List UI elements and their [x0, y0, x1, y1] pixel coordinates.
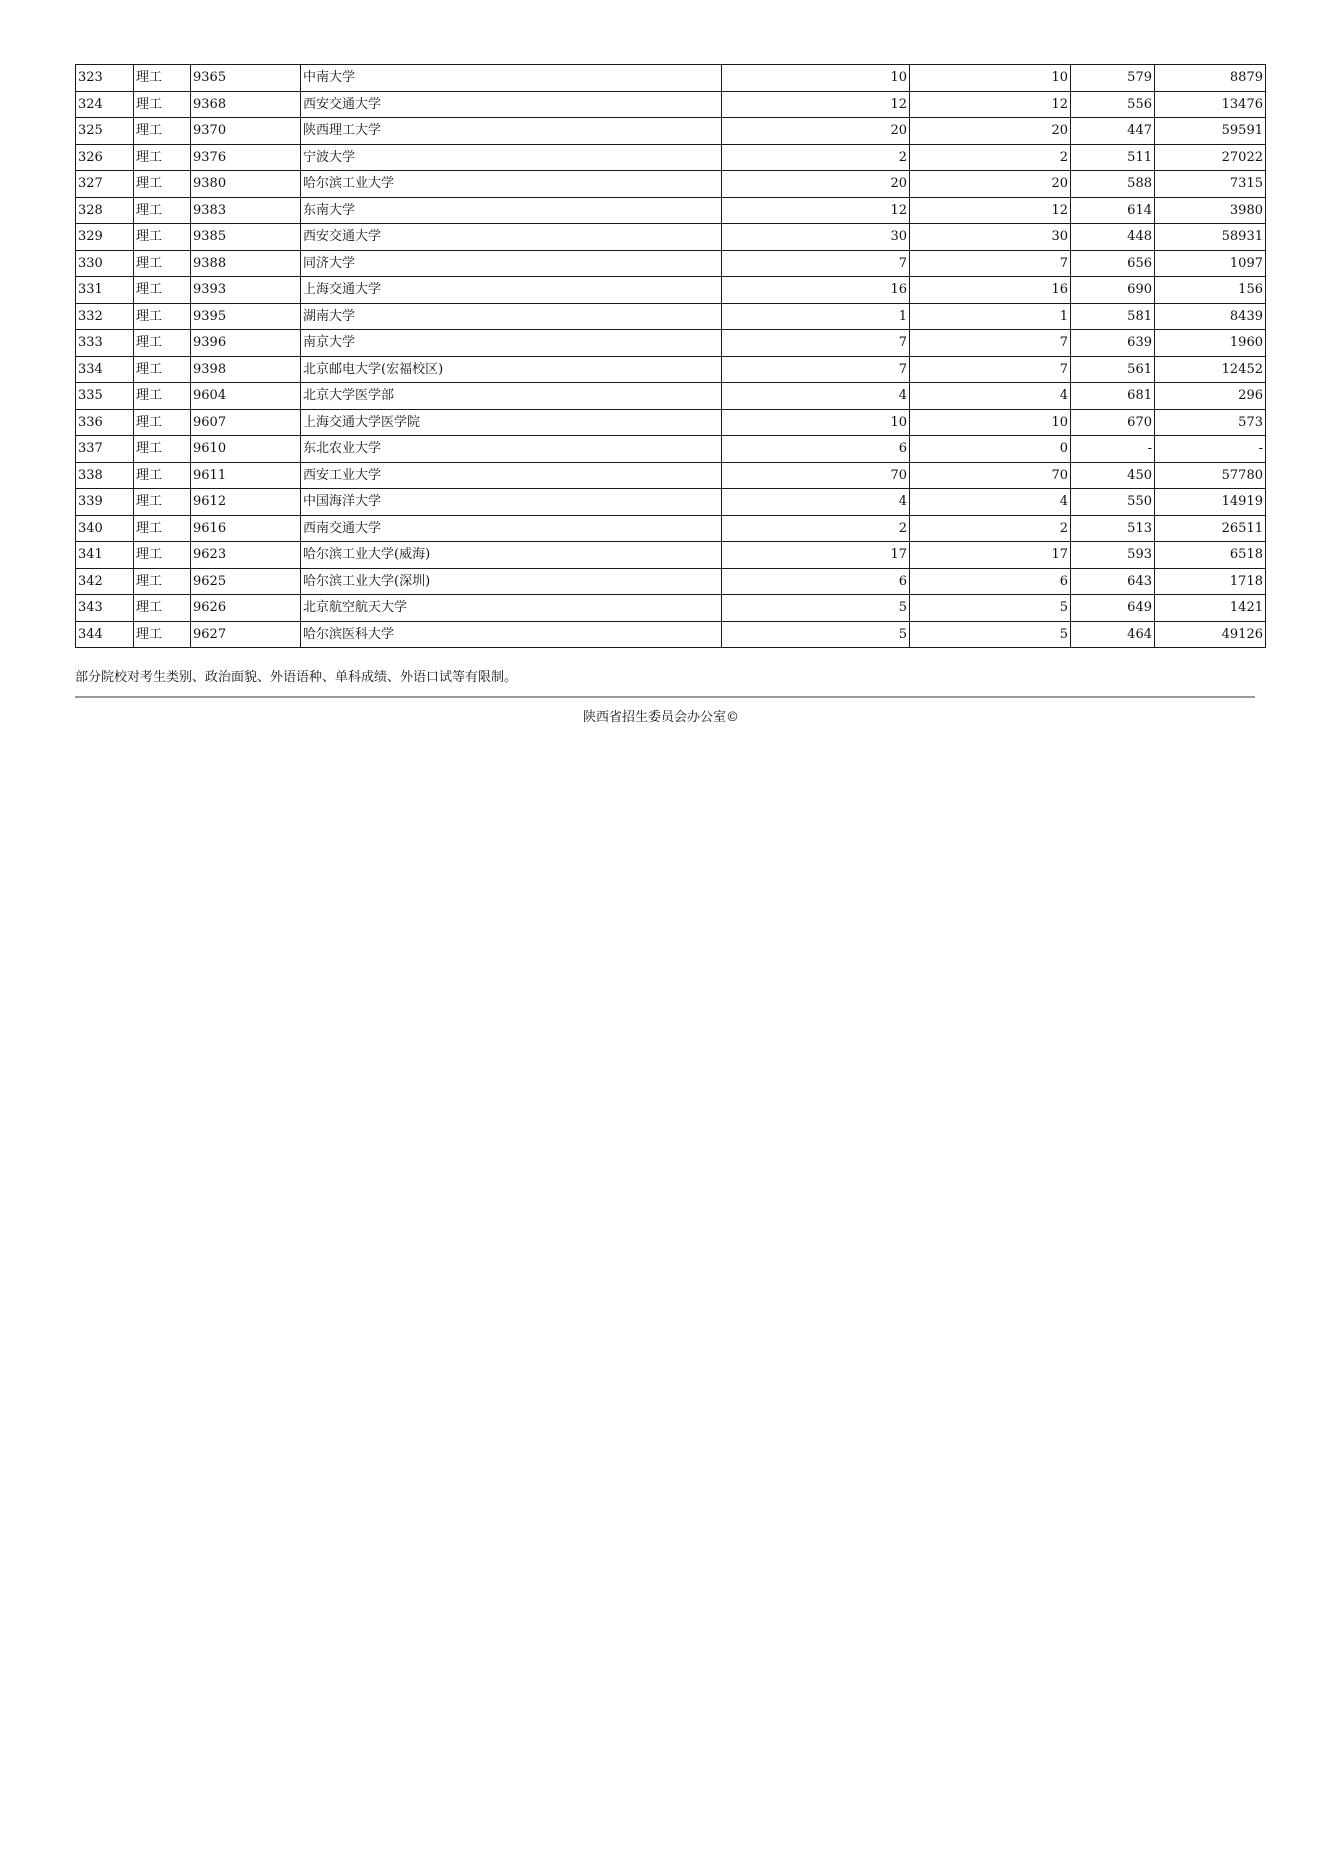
school-code-cell: 9607 — [191, 409, 301, 436]
min-rank-cell: 27022 — [1155, 144, 1266, 171]
min-rank-cell: 14919 — [1155, 489, 1266, 516]
school-code-cell: 9396 — [191, 330, 301, 357]
category-cell: 理工 — [134, 515, 191, 542]
plan-count-cell: 12 — [722, 197, 910, 224]
plan-count-cell: 16 — [722, 277, 910, 304]
min-score-cell: 656 — [1071, 250, 1155, 277]
row-index-cell: 342 — [76, 568, 134, 595]
plan-count-cell: 7 — [722, 356, 910, 383]
plan-count-cell: 4 — [722, 489, 910, 516]
plan-count-cell: 12 — [722, 91, 910, 118]
row-index-cell: 323 — [76, 65, 134, 92]
table-row — [76, 330, 1266, 357]
table-row — [76, 224, 1266, 251]
min-rank-cell: - — [1155, 436, 1266, 463]
category-cell: 理工 — [134, 91, 191, 118]
row-index-cell: 333 — [76, 330, 134, 357]
plan-count-cell: 17 — [722, 542, 910, 569]
table-row — [76, 65, 1266, 92]
category-cell: 理工 — [134, 436, 191, 463]
table-row — [76, 303, 1266, 330]
school-name-cell: 中国海洋大学 — [301, 489, 722, 516]
school-code-cell: 9383 — [191, 197, 301, 224]
min-score-cell: 550 — [1071, 489, 1155, 516]
min-score-cell: 464 — [1071, 621, 1155, 648]
min-score-cell: 639 — [1071, 330, 1155, 357]
row-index-cell: 325 — [76, 118, 134, 145]
category-cell: 理工 — [134, 356, 191, 383]
plan-count-cell: 5 — [722, 595, 910, 622]
plan-count-cell: 4 — [722, 383, 910, 410]
min-rank-cell: 296 — [1155, 383, 1266, 410]
category-cell: 理工 — [134, 383, 191, 410]
table-body — [76, 65, 1266, 648]
table-row — [76, 568, 1266, 595]
table-row — [76, 542, 1266, 569]
category-cell: 理工 — [134, 250, 191, 277]
row-index-cell: 328 — [76, 197, 134, 224]
table-row — [76, 383, 1266, 410]
min-score-cell: 448 — [1071, 224, 1155, 251]
category-cell: 理工 — [134, 621, 191, 648]
plan-count-cell: 20 — [722, 171, 910, 198]
school-code-cell: 9376 — [191, 144, 301, 171]
table-row — [76, 277, 1266, 304]
min-rank-cell: 1097 — [1155, 250, 1266, 277]
category-cell: 理工 — [134, 118, 191, 145]
min-score-cell: 643 — [1071, 568, 1155, 595]
min-score-cell: - — [1071, 436, 1155, 463]
category-cell: 理工 — [134, 330, 191, 357]
admitted-count-cell: 5 — [910, 595, 1071, 622]
table-row — [76, 595, 1266, 622]
min-rank-cell: 57780 — [1155, 462, 1266, 489]
admitted-count-cell: 12 — [910, 91, 1071, 118]
min-rank-cell: 1960 — [1155, 330, 1266, 357]
min-rank-cell: 59591 — [1155, 118, 1266, 145]
school-name-cell: 西安工业大学 — [301, 462, 722, 489]
min-rank-cell: 1421 — [1155, 595, 1266, 622]
admitted-count-cell: 7 — [910, 330, 1071, 357]
restriction-note: 部分院校对考生类别、政治面貌、外语语种、单科成绩、外语口试等有限制。 — [75, 670, 518, 685]
school-code-cell: 9385 — [191, 224, 301, 251]
plan-count-cell: 7 — [722, 330, 910, 357]
min-score-cell: 588 — [1071, 171, 1155, 198]
admitted-count-cell: 4 — [910, 383, 1071, 410]
admitted-count-cell: 2 — [910, 144, 1071, 171]
min-score-cell: 556 — [1071, 91, 1155, 118]
school-code-cell: 9370 — [191, 118, 301, 145]
footer-copyright: 陕西省招生委员会办公室© — [582, 710, 739, 725]
row-index-cell: 326 — [76, 144, 134, 171]
school-code-cell: 9610 — [191, 436, 301, 463]
min-score-cell: 450 — [1071, 462, 1155, 489]
admitted-count-cell: 20 — [910, 118, 1071, 145]
category-cell: 理工 — [134, 542, 191, 569]
category-cell: 理工 — [134, 489, 191, 516]
min-rank-cell: 26511 — [1155, 515, 1266, 542]
row-index-cell: 344 — [76, 621, 134, 648]
category-cell: 理工 — [134, 65, 191, 92]
min-rank-cell: 58931 — [1155, 224, 1266, 251]
row-index-cell: 332 — [76, 303, 134, 330]
table-row — [76, 144, 1266, 171]
admission-results-table — [75, 64, 1266, 648]
row-index-cell: 340 — [76, 515, 134, 542]
school-code-cell: 9616 — [191, 515, 301, 542]
results-table-container — [75, 64, 1265, 648]
school-code-cell: 9395 — [191, 303, 301, 330]
category-cell: 理工 — [134, 224, 191, 251]
table-row — [76, 250, 1266, 277]
row-index-cell: 337 — [76, 436, 134, 463]
school-name-cell: 北京航空航天大学 — [301, 595, 722, 622]
school-code-cell: 9393 — [191, 277, 301, 304]
category-cell: 理工 — [134, 462, 191, 489]
table-row — [76, 436, 1266, 463]
school-name-cell: 西安交通大学 — [301, 91, 722, 118]
row-index-cell: 327 — [76, 171, 134, 198]
admitted-count-cell: 6 — [910, 568, 1071, 595]
school-code-cell: 9611 — [191, 462, 301, 489]
school-name-cell: 东北农业大学 — [301, 436, 722, 463]
min-rank-cell: 6518 — [1155, 542, 1266, 569]
table-row — [76, 356, 1266, 383]
plan-count-cell: 70 — [722, 462, 910, 489]
table-row — [76, 197, 1266, 224]
admitted-count-cell: 5 — [910, 621, 1071, 648]
admitted-count-cell: 1 — [910, 303, 1071, 330]
school-name-cell: 北京大学医学部 — [301, 383, 722, 410]
admitted-count-cell: 70 — [910, 462, 1071, 489]
row-index-cell: 338 — [76, 462, 134, 489]
row-index-cell: 324 — [76, 91, 134, 118]
row-index-cell: 329 — [76, 224, 134, 251]
school-code-cell: 9612 — [191, 489, 301, 516]
table-row — [76, 91, 1266, 118]
plan-count-cell: 20 — [722, 118, 910, 145]
admitted-count-cell: 2 — [910, 515, 1071, 542]
admitted-count-cell: 4 — [910, 489, 1071, 516]
school-name-cell: 湖南大学 — [301, 303, 722, 330]
table-row — [76, 462, 1266, 489]
school-code-cell: 9623 — [191, 542, 301, 569]
table-row — [76, 515, 1266, 542]
school-name-cell: 南京大学 — [301, 330, 722, 357]
min-rank-cell: 573 — [1155, 409, 1266, 436]
min-score-cell: 511 — [1071, 144, 1155, 171]
plan-count-cell: 1 — [722, 303, 910, 330]
min-score-cell: 593 — [1071, 542, 1155, 569]
min-score-cell: 649 — [1071, 595, 1155, 622]
min-score-cell: 581 — [1071, 303, 1155, 330]
school-code-cell: 9398 — [191, 356, 301, 383]
plan-count-cell: 10 — [722, 65, 910, 92]
admitted-count-cell: 10 — [910, 65, 1071, 92]
school-name-cell: 哈尔滨工业大学 — [301, 171, 722, 198]
school-name-cell: 上海交通大学医学院 — [301, 409, 722, 436]
school-code-cell: 9626 — [191, 595, 301, 622]
plan-count-cell: 30 — [722, 224, 910, 251]
admitted-count-cell: 16 — [910, 277, 1071, 304]
admitted-count-cell: 0 — [910, 436, 1071, 463]
footer-divider — [75, 696, 1255, 698]
school-name-cell: 西安交通大学 — [301, 224, 722, 251]
category-cell: 理工 — [134, 144, 191, 171]
school-code-cell: 9365 — [191, 65, 301, 92]
min-score-cell: 681 — [1071, 383, 1155, 410]
school-name-cell: 上海交通大学 — [301, 277, 722, 304]
school-name-cell: 哈尔滨工业大学(深圳) — [301, 568, 722, 595]
category-cell: 理工 — [134, 568, 191, 595]
category-cell: 理工 — [134, 277, 191, 304]
row-index-cell: 341 — [76, 542, 134, 569]
min-rank-cell: 3980 — [1155, 197, 1266, 224]
school-name-cell: 中南大学 — [301, 65, 722, 92]
school-code-cell: 9604 — [191, 383, 301, 410]
row-index-cell: 334 — [76, 356, 134, 383]
table-row — [76, 621, 1266, 648]
min-score-cell: 614 — [1071, 197, 1155, 224]
min-score-cell: 447 — [1071, 118, 1155, 145]
table-row — [76, 489, 1266, 516]
school-code-cell: 9625 — [191, 568, 301, 595]
admitted-count-cell: 12 — [910, 197, 1071, 224]
plan-count-cell: 2 — [722, 144, 910, 171]
category-cell: 理工 — [134, 595, 191, 622]
min-score-cell: 513 — [1071, 515, 1155, 542]
category-cell: 理工 — [134, 171, 191, 198]
school-name-cell: 北京邮电大学(宏福校区) — [301, 356, 722, 383]
school-code-cell: 9627 — [191, 621, 301, 648]
school-code-cell: 9388 — [191, 250, 301, 277]
row-index-cell: 343 — [76, 595, 134, 622]
plan-count-cell: 10 — [722, 409, 910, 436]
school-name-cell: 哈尔滨医科大学 — [301, 621, 722, 648]
admitted-count-cell: 20 — [910, 171, 1071, 198]
plan-count-cell: 7 — [722, 250, 910, 277]
plan-count-cell: 2 — [722, 515, 910, 542]
row-index-cell: 331 — [76, 277, 134, 304]
row-index-cell: 339 — [76, 489, 134, 516]
row-index-cell: 336 — [76, 409, 134, 436]
min-rank-cell: 13476 — [1155, 91, 1266, 118]
min-rank-cell: 12452 — [1155, 356, 1266, 383]
min-score-cell: 579 — [1071, 65, 1155, 92]
admitted-count-cell: 10 — [910, 409, 1071, 436]
school-name-cell: 哈尔滨工业大学(威海) — [301, 542, 722, 569]
min-score-cell: 690 — [1071, 277, 1155, 304]
category-cell: 理工 — [134, 409, 191, 436]
min-score-cell: 670 — [1071, 409, 1155, 436]
admitted-count-cell: 17 — [910, 542, 1071, 569]
admitted-count-cell: 7 — [910, 356, 1071, 383]
min-score-cell: 561 — [1071, 356, 1155, 383]
school-name-cell: 西南交通大学 — [301, 515, 722, 542]
min-rank-cell: 156 — [1155, 277, 1266, 304]
row-index-cell: 330 — [76, 250, 134, 277]
category-cell: 理工 — [134, 197, 191, 224]
table-row — [76, 171, 1266, 198]
school-name-cell: 同济大学 — [301, 250, 722, 277]
school-code-cell: 9380 — [191, 171, 301, 198]
admitted-count-cell: 30 — [910, 224, 1071, 251]
table-row — [76, 409, 1266, 436]
school-name-cell: 宁波大学 — [301, 144, 722, 171]
plan-count-cell: 5 — [722, 621, 910, 648]
school-name-cell: 东南大学 — [301, 197, 722, 224]
table-row — [76, 118, 1266, 145]
min-rank-cell: 8879 — [1155, 65, 1266, 92]
category-cell: 理工 — [134, 303, 191, 330]
school-code-cell: 9368 — [191, 91, 301, 118]
min-rank-cell: 7315 — [1155, 171, 1266, 198]
min-rank-cell: 1718 — [1155, 568, 1266, 595]
school-name-cell: 陕西理工大学 — [301, 118, 722, 145]
row-index-cell: 335 — [76, 383, 134, 410]
plan-count-cell: 6 — [722, 568, 910, 595]
min-rank-cell: 8439 — [1155, 303, 1266, 330]
min-rank-cell: 49126 — [1155, 621, 1266, 648]
admitted-count-cell: 7 — [910, 250, 1071, 277]
plan-count-cell: 6 — [722, 436, 910, 463]
